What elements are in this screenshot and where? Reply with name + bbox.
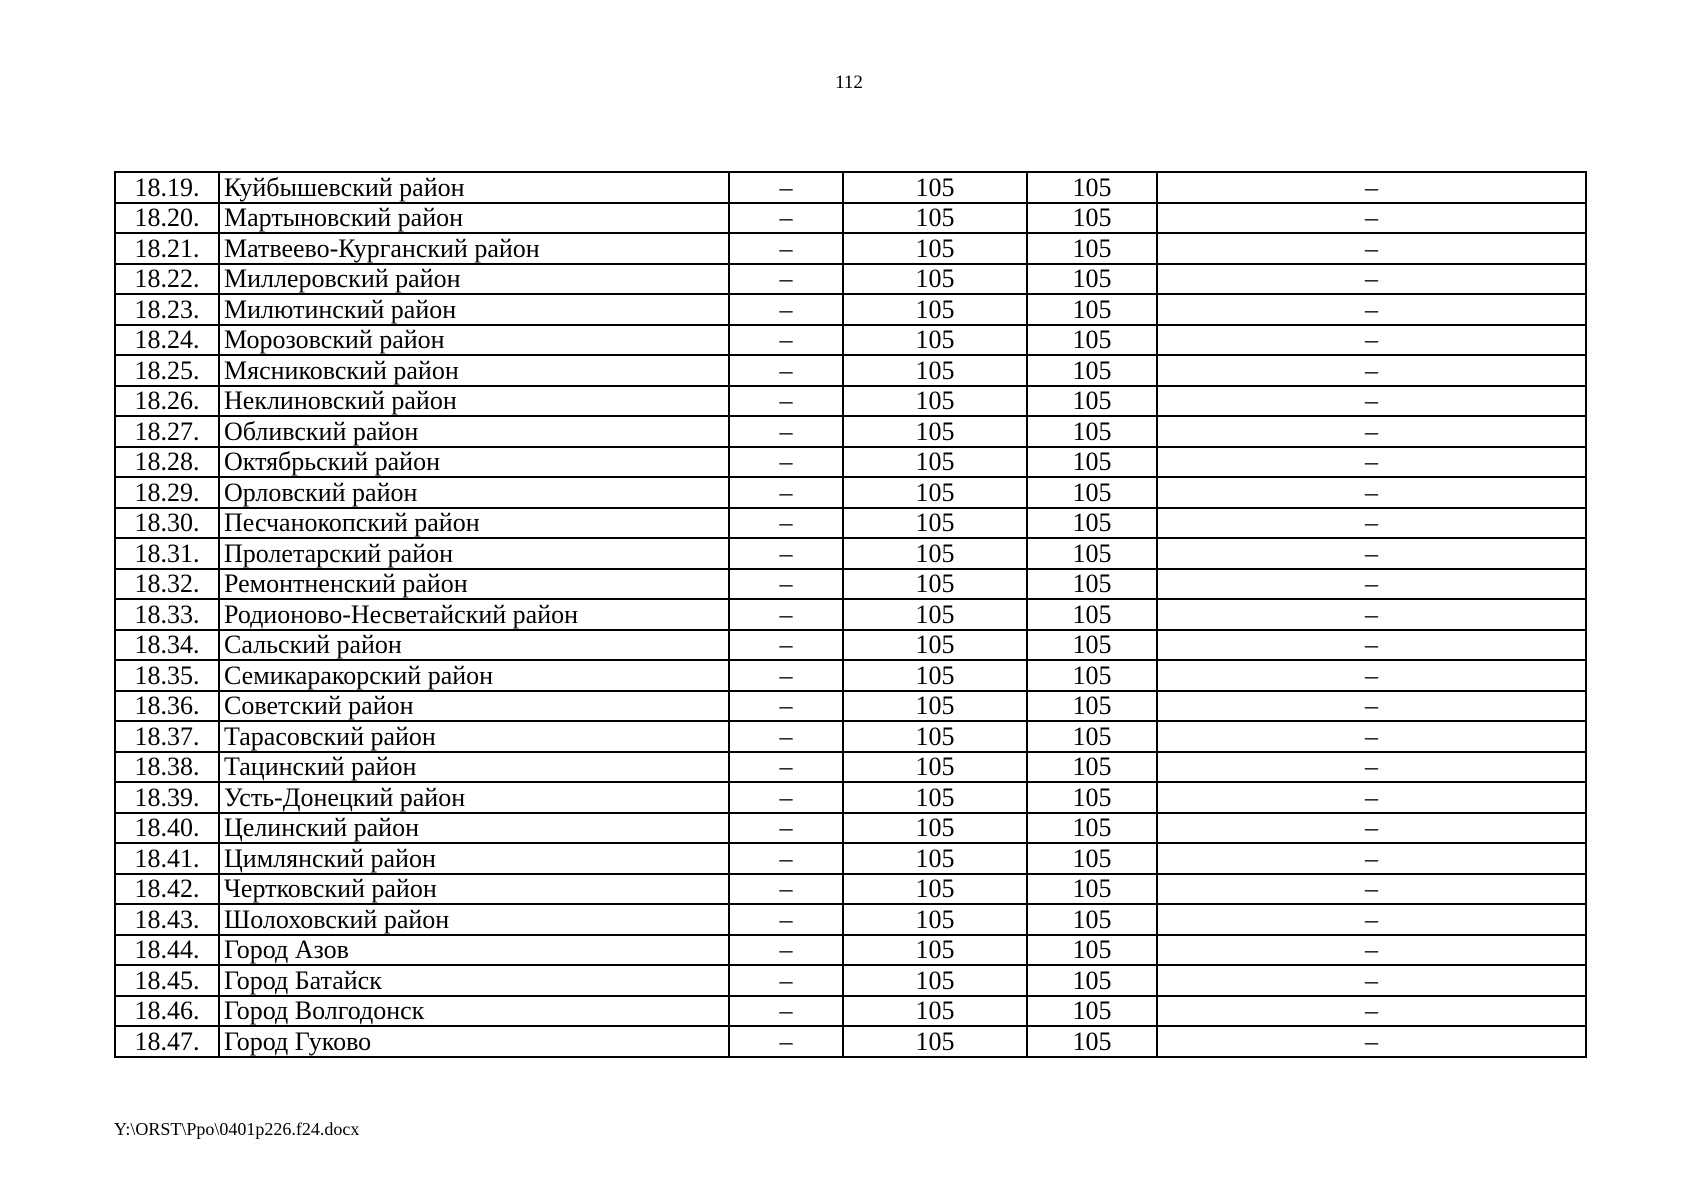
district-name-cell: Усть-Донецкий район	[219, 782, 729, 813]
value-col-3-cell: –	[729, 874, 843, 905]
value-col-4-cell: 105	[843, 904, 1027, 935]
value-col-5-cell: 105	[1027, 874, 1157, 905]
value-col-4-cell: 105	[843, 599, 1027, 630]
value-col-4-cell: 105	[843, 386, 1027, 417]
row-number-cell: 18.36.	[115, 691, 219, 722]
value-col-6-cell: –	[1157, 691, 1586, 722]
value-col-6-cell: –	[1157, 508, 1586, 539]
value-col-4-cell: 105	[843, 172, 1027, 203]
district-name-cell: Город Батайск	[219, 965, 729, 996]
value-col-5-cell: 105	[1027, 325, 1157, 356]
table-row	[115, 1026, 1586, 1057]
district-name-cell: Город Гуково	[219, 1026, 729, 1057]
row-number-cell: 18.26.	[115, 386, 219, 417]
value-col-5-cell: 105	[1027, 569, 1157, 600]
value-col-5-cell: 105	[1027, 721, 1157, 752]
value-col-5-cell: 105	[1027, 965, 1157, 996]
value-col-5-cell: 105	[1027, 843, 1157, 874]
value-col-3-cell: –	[729, 355, 843, 386]
value-col-4-cell: 105	[843, 843, 1027, 874]
row-number-cell: 18.45.	[115, 965, 219, 996]
value-col-5-cell: 105	[1027, 630, 1157, 661]
table-row	[115, 477, 1586, 508]
value-col-4-cell: 105	[843, 691, 1027, 722]
value-col-3-cell: –	[729, 721, 843, 752]
table-row	[115, 508, 1586, 539]
row-number-cell: 18.28.	[115, 447, 219, 478]
data-table	[114, 171, 1587, 1058]
table-row	[115, 294, 1586, 325]
row-number-cell: 18.40.	[115, 813, 219, 844]
value-col-5-cell: 105	[1027, 264, 1157, 295]
table-row	[115, 813, 1586, 844]
value-col-5-cell: 105	[1027, 996, 1157, 1027]
value-col-6-cell: –	[1157, 874, 1586, 905]
row-number-cell: 18.37.	[115, 721, 219, 752]
value-col-3-cell: –	[729, 630, 843, 661]
district-name-cell: Морозовский район	[219, 325, 729, 356]
district-name-cell: Неклиновский район	[219, 386, 729, 417]
row-number-cell: 18.34.	[115, 630, 219, 661]
value-col-4-cell: 105	[843, 233, 1027, 264]
row-number-cell: 18.23.	[115, 294, 219, 325]
value-col-5-cell: 105	[1027, 752, 1157, 783]
row-number-cell: 18.19.	[115, 172, 219, 203]
value-col-4-cell: 105	[843, 1026, 1027, 1057]
table-row	[115, 569, 1586, 600]
value-col-6-cell: –	[1157, 996, 1586, 1027]
value-col-5-cell: 105	[1027, 172, 1157, 203]
value-col-5-cell: 105	[1027, 599, 1157, 630]
district-name-cell: Город Волгодонск	[219, 996, 729, 1027]
table-row	[115, 965, 1586, 996]
row-number-cell: 18.35.	[115, 660, 219, 691]
value-col-3-cell: –	[729, 325, 843, 356]
value-col-6-cell: –	[1157, 203, 1586, 234]
value-col-5-cell: 105	[1027, 447, 1157, 478]
value-col-3-cell: –	[729, 477, 843, 508]
value-col-4-cell: 105	[843, 355, 1027, 386]
page-number: 112	[835, 72, 863, 93]
value-col-3-cell: –	[729, 843, 843, 874]
row-number-cell: 18.38.	[115, 752, 219, 783]
value-col-6-cell: –	[1157, 630, 1586, 661]
value-col-4-cell: 105	[843, 203, 1027, 234]
value-col-6-cell: –	[1157, 233, 1586, 264]
value-col-6-cell: –	[1157, 477, 1586, 508]
value-col-3-cell: –	[729, 538, 843, 569]
value-col-3-cell: –	[729, 416, 843, 447]
district-name-cell: Орловский район	[219, 477, 729, 508]
row-number-cell: 18.27.	[115, 416, 219, 447]
value-col-5-cell: 105	[1027, 233, 1157, 264]
row-number-cell: 18.31.	[115, 538, 219, 569]
value-col-3-cell: –	[729, 447, 843, 478]
district-name-cell: Цимлянский район	[219, 843, 729, 874]
row-number-cell: 18.20.	[115, 203, 219, 234]
table-row	[115, 538, 1586, 569]
table-row	[115, 904, 1586, 935]
district-name-cell: Обливский район	[219, 416, 729, 447]
district-name-cell: Миллеровский район	[219, 264, 729, 295]
table-row	[115, 721, 1586, 752]
value-col-3-cell: –	[729, 965, 843, 996]
value-col-6-cell: –	[1157, 721, 1586, 752]
table-row	[115, 935, 1586, 966]
district-name-cell: Город Азов	[219, 935, 729, 966]
value-col-6-cell: –	[1157, 386, 1586, 417]
value-col-3-cell: –	[729, 691, 843, 722]
value-col-4-cell: 105	[843, 782, 1027, 813]
district-name-cell: Песчанокопский район	[219, 508, 729, 539]
value-col-5-cell: 105	[1027, 813, 1157, 844]
value-col-6-cell: –	[1157, 569, 1586, 600]
table-row	[115, 599, 1586, 630]
district-name-cell: Куйбышевский район	[219, 172, 729, 203]
value-col-6-cell: –	[1157, 935, 1586, 966]
value-col-3-cell: –	[729, 508, 843, 539]
value-col-4-cell: 105	[843, 721, 1027, 752]
value-col-5-cell: 105	[1027, 691, 1157, 722]
value-col-6-cell: –	[1157, 325, 1586, 356]
value-col-3-cell: –	[729, 294, 843, 325]
value-col-6-cell: –	[1157, 660, 1586, 691]
value-col-5-cell: 105	[1027, 660, 1157, 691]
value-col-5-cell: 105	[1027, 1026, 1157, 1057]
value-col-3-cell: –	[729, 1026, 843, 1057]
row-number-cell: 18.25.	[115, 355, 219, 386]
row-number-cell: 18.39.	[115, 782, 219, 813]
district-name-cell: Пролетарский район	[219, 538, 729, 569]
value-col-5-cell: 105	[1027, 386, 1157, 417]
district-name-cell: Мясниковский район	[219, 355, 729, 386]
value-col-3-cell: –	[729, 904, 843, 935]
value-col-4-cell: 105	[843, 965, 1027, 996]
value-col-3-cell: –	[729, 233, 843, 264]
row-number-cell: 18.47.	[115, 1026, 219, 1057]
row-number-cell: 18.32.	[115, 569, 219, 600]
value-col-4-cell: 105	[843, 264, 1027, 295]
table-row	[115, 233, 1586, 264]
value-col-5-cell: 105	[1027, 538, 1157, 569]
row-number-cell: 18.46.	[115, 996, 219, 1027]
value-col-3-cell: –	[729, 935, 843, 966]
district-name-cell: Сальский район	[219, 630, 729, 661]
row-number-cell: 18.44.	[115, 935, 219, 966]
value-col-4-cell: 105	[843, 325, 1027, 356]
district-name-cell: Родионово-Несветайский район	[219, 599, 729, 630]
table-row	[115, 172, 1586, 203]
value-col-6-cell: –	[1157, 904, 1586, 935]
value-col-3-cell: –	[729, 660, 843, 691]
value-col-3-cell: –	[729, 813, 843, 844]
value-col-5-cell: 105	[1027, 935, 1157, 966]
value-col-5-cell: 105	[1027, 416, 1157, 447]
value-col-4-cell: 105	[843, 538, 1027, 569]
value-col-3-cell: –	[729, 752, 843, 783]
table-row	[115, 416, 1586, 447]
value-col-3-cell: –	[729, 386, 843, 417]
value-col-4-cell: 105	[843, 935, 1027, 966]
value-col-6-cell: –	[1157, 538, 1586, 569]
value-col-6-cell: –	[1157, 355, 1586, 386]
value-col-6-cell: –	[1157, 447, 1586, 478]
table-row	[115, 203, 1586, 234]
table-row	[115, 264, 1586, 295]
table-row	[115, 996, 1586, 1027]
value-col-4-cell: 105	[843, 813, 1027, 844]
district-name-cell: Матвеево-Курганский район	[219, 233, 729, 264]
table-row	[115, 447, 1586, 478]
value-col-6-cell: –	[1157, 813, 1586, 844]
value-col-6-cell: –	[1157, 965, 1586, 996]
value-col-4-cell: 105	[843, 569, 1027, 600]
district-name-cell: Ремонтненский район	[219, 569, 729, 600]
value-col-4-cell: 105	[843, 752, 1027, 783]
value-col-3-cell: –	[729, 599, 843, 630]
value-col-3-cell: –	[729, 203, 843, 234]
value-col-6-cell: –	[1157, 172, 1586, 203]
value-col-3-cell: –	[729, 569, 843, 600]
value-col-3-cell: –	[729, 172, 843, 203]
district-name-cell: Чертковский район	[219, 874, 729, 905]
row-number-cell: 18.41.	[115, 843, 219, 874]
row-number-cell: 18.42.	[115, 874, 219, 905]
district-name-cell: Октябрьский район	[219, 447, 729, 478]
value-col-6-cell: –	[1157, 416, 1586, 447]
district-name-cell: Тацинский район	[219, 752, 729, 783]
footer-file-path: Y:\ORST\Ppo\0401p226.f24.docx	[114, 1119, 360, 1139]
district-name-cell: Милютинский район	[219, 294, 729, 325]
value-col-5-cell: 105	[1027, 508, 1157, 539]
value-col-6-cell: –	[1157, 264, 1586, 295]
value-col-4-cell: 105	[843, 996, 1027, 1027]
value-col-5-cell: 105	[1027, 203, 1157, 234]
table-row	[115, 355, 1586, 386]
value-col-3-cell: –	[729, 782, 843, 813]
row-number-cell: 18.24.	[115, 325, 219, 356]
row-number-cell: 18.21.	[115, 233, 219, 264]
table-row	[115, 752, 1586, 783]
district-name-cell: Мартыновский район	[219, 203, 729, 234]
district-name-cell: Тарасовский район	[219, 721, 729, 752]
value-col-4-cell: 105	[843, 508, 1027, 539]
value-col-6-cell: –	[1157, 599, 1586, 630]
value-col-4-cell: 105	[843, 294, 1027, 325]
table-row	[115, 386, 1586, 417]
value-col-6-cell: –	[1157, 752, 1586, 783]
value-col-4-cell: 105	[843, 660, 1027, 691]
value-col-6-cell: –	[1157, 1026, 1586, 1057]
district-name-cell: Целинский район	[219, 813, 729, 844]
district-name-cell: Советский район	[219, 691, 729, 722]
district-name-cell: Шолоховский район	[219, 904, 729, 935]
table-row	[115, 874, 1586, 905]
table-row	[115, 782, 1586, 813]
row-number-cell: 18.30.	[115, 508, 219, 539]
value-col-5-cell: 105	[1027, 355, 1157, 386]
value-col-4-cell: 105	[843, 874, 1027, 905]
row-number-cell: 18.43.	[115, 904, 219, 935]
table-row	[115, 660, 1586, 691]
value-col-6-cell: –	[1157, 294, 1586, 325]
value-col-5-cell: 105	[1027, 782, 1157, 813]
table-body	[115, 172, 1586, 1057]
table-row	[115, 691, 1586, 722]
value-col-4-cell: 105	[843, 416, 1027, 447]
value-col-5-cell: 105	[1027, 294, 1157, 325]
value-col-5-cell: 105	[1027, 904, 1157, 935]
value-col-4-cell: 105	[843, 630, 1027, 661]
row-number-cell: 18.22.	[115, 264, 219, 295]
district-name-cell: Семикаракорский район	[219, 660, 729, 691]
row-number-cell: 18.33.	[115, 599, 219, 630]
value-col-3-cell: –	[729, 996, 843, 1027]
value-col-6-cell: –	[1157, 782, 1586, 813]
value-col-5-cell: 105	[1027, 477, 1157, 508]
table-row	[115, 630, 1586, 661]
table-row	[115, 325, 1586, 356]
value-col-3-cell: –	[729, 264, 843, 295]
table-row	[115, 843, 1586, 874]
value-col-4-cell: 105	[843, 477, 1027, 508]
value-col-6-cell: –	[1157, 843, 1586, 874]
value-col-4-cell: 105	[843, 447, 1027, 478]
row-number-cell: 18.29.	[115, 477, 219, 508]
